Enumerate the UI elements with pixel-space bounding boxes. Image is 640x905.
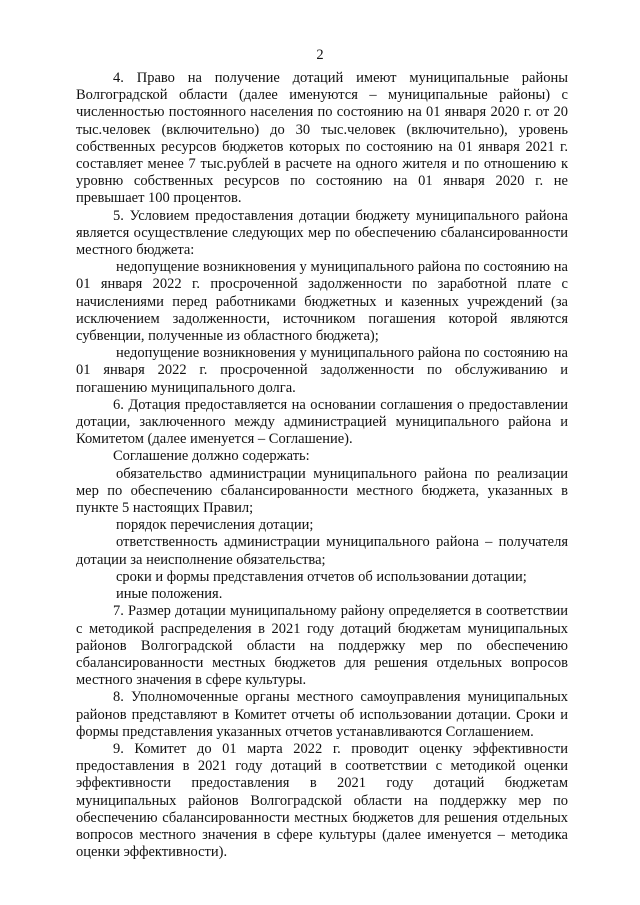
document-body [76,70,568,861]
paragraph: недопущение возникновения у муниципального района по состоянию на 01 января 2022 г. просроченной задолженности по обслуживанию и погашению муниципального долга. [76,345,568,396]
page-number: 2 [316,47,324,63]
paragraph: 5. Условием предоставления дотации бюджету муниципального района является осуществление следующих мер по обеспечению сбалансированности местного бюджета: [76,207,568,259]
paragraph: 4. Право на получение дотаций имеют муниципальные районы Волгоградской области (далее именуются – муниципальные районы) с численностью постоянного населения по состоянию на 01 января 2020 г. от 20 тыс.человек (включительно) до 30 тыс.человек (включительно), уровень собственных ресурсов бюджетов которых по состоянию на 01 января 2021 г. составляет менее 7 тыс.рублей в расчете на одного жителя и по отношению к уровню собственных ресурсов по состоянию на 01 января 2020 г. не превышает 100 процентов. [76,70,568,207]
paragraph: сроки и формы представления отчетов об использовании дотации; [116,568,527,585]
paragraph: 8. Уполномоченные органы местного самоуправления муниципальных районов представляют в Комитет отчеты об использовании дотации. Сроки и формы представления указанных отчетов устанавливаются Соглашением. [76,689,568,740]
paragraph: 9. Комитет до 01 марта 2022 г. проводит оценку эффективности предоставления в 2021 году дотаций в соответствии с методикой оценки эффективности предоставления в 2021 году дотаций бюджетам муниципальных районов Волгоградской области на поддержку мер по обеспечению сбалансированности местных бюджетов для решения отдельных вопросов местного значения в сфере культуры (далее именуется – методика оценки эффективности). [76,740,568,861]
paragraph: Соглашение должно содержать: [113,448,310,465]
paragraph: 7. Размер дотации муниципальному району определяется в соответствии с методикой распределения в 2021 году дотаций бюджетам муниципальных районов Волгоградской области на поддержку мер по обеспечению сбалансированности местных бюджетов для решения отдельных вопросов местного значения в сфере культуры. [76,603,568,689]
paragraph: порядок перечисления дотации; [116,517,314,534]
paragraph: 6. Дотация предоставляется на основании соглашения о предоставлении дотации, заключенного между администрацией муниципального района и Комитетом (далее именуется – Соглашение). [76,396,568,448]
paragraph: иные положения. [116,586,223,603]
paragraph: недопущение возникновения у муниципального района по состоянию на 01 января 2022 г. просроченной задолженности по заработной плате с начислениями перед работниками бюджетных и казенных учреждений (за исключением задолженности, источником погашения которой являются субвенции, полученные из областного бюджета); [76,259,568,345]
paragraph: ответственность администрации муниципального района – получателя дотации за неисполнение обязательства; [76,534,568,568]
paragraph: обязательство администрации муниципального района по реализации мер по обеспечению сбалансированности местного бюджета, указанных в пункте 5 настоящих Правил; [76,465,568,517]
